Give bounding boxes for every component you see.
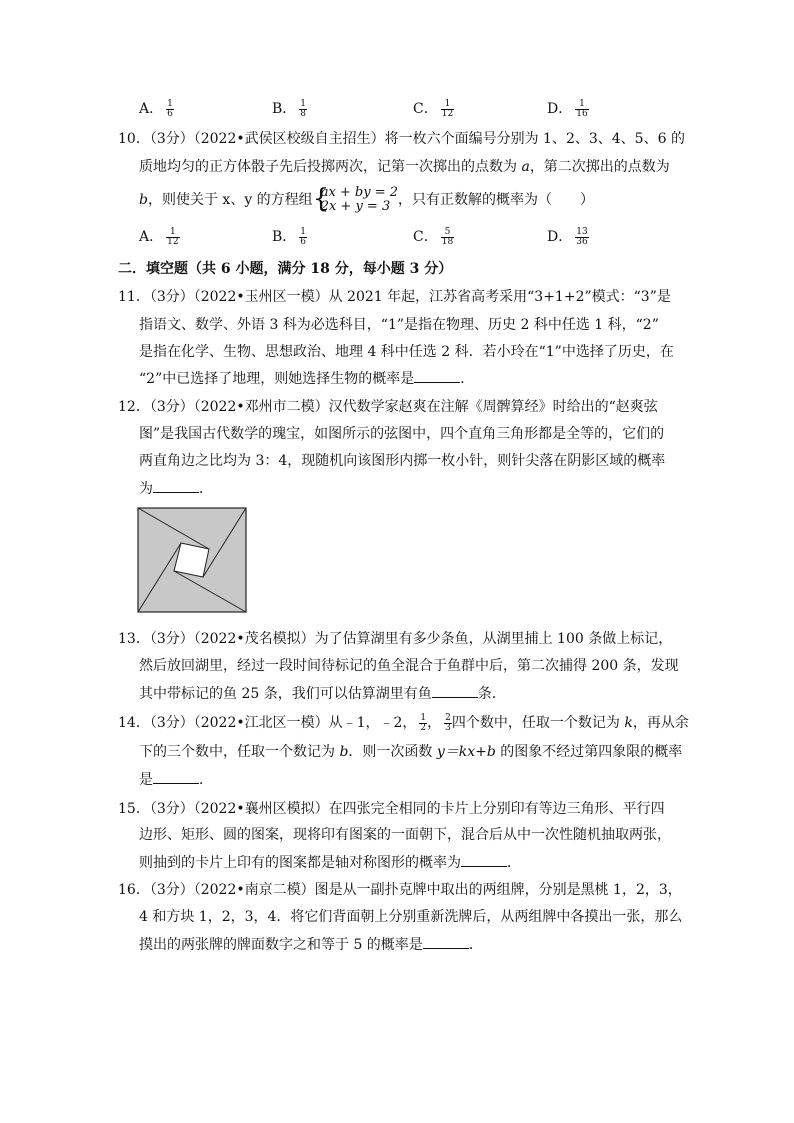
q11-line-2: 指语文、数学、外语 3 科为必选科目，“1”是指在物理、历史 2 科中任选 1 科，“2” xyxy=(139,317,659,333)
q12-answer-blank[interactable] xyxy=(153,478,199,493)
q9-option-a-fraction: $\frac{1}{6}$ xyxy=(167,98,173,119)
q11-answer-blank[interactable] xyxy=(414,368,460,383)
q16-answer-blank[interactable] xyxy=(423,934,469,949)
q14-line-1: 14．（3分）（2022•江北区一模）从﹣1，﹣2， $\frac{1}{2}$ ， $\frac{2}{3}$ 四个数中，任取一个数记为 k，再从余 xyxy=(118,712,689,733)
q13-answer-blank[interactable] xyxy=(432,683,478,698)
q10-line-2: 质地均匀的正方体骰子先后投掷两次，记第一次掷出的点数为 a，第二次掷出的点数为 xyxy=(139,159,670,175)
q10-option-c: C． $\frac{5}{18}$ xyxy=(413,226,454,247)
zhao-shuang-diagram xyxy=(137,507,248,614)
q11-line-1: 11．（3分）（2022•玉州区一模）从 2021 年起，江苏省高考采用“3+1+2”模式：“3”是 xyxy=(118,289,671,305)
q13-line-2: 然后放回湖里，经过一段时间待标记的鱼全混合于鱼群中后，第二次捕得 200 条，发现 xyxy=(139,658,679,674)
q10-equation-system: { ax + by = 2 2x + y = 3 xyxy=(312,184,399,214)
q9-option-b: B． $\frac{1}{8}$ xyxy=(272,98,307,119)
q13-line-3: 其中带标记的鱼 25 条，我们可以估算湖里有鱼 条． xyxy=(139,683,506,704)
q15-line-3: 则抽到的卡片上印有的图案都是轴对称图形的概率为 ． xyxy=(139,852,521,873)
q12-line-3: 两直角边之比均为 3：4，现随机向该图形内掷一枚小针，则针尖落在阴影区域的概率 xyxy=(139,453,666,469)
q14-line-2: 下的三个数中，任取一个数记为 b．则一次函数 y＝kx+b 的图象不经过第四象限的概率 xyxy=(139,744,683,760)
q12-line-1: 12．（3分）（2022•邓州市二模）汉代数学家赵爽在注解《周髀算经》时给出的“赵爽弦 xyxy=(118,399,658,415)
q16-line-2: 4 和方块 1，2，3，4．将它们背面朝上分别重新洗牌后，从两组牌中各摸出一张，那么 xyxy=(139,909,683,925)
q9-option-d-fraction: $\frac{1}{16}$ xyxy=(576,98,588,119)
q11-line-4: “2”中已选择了地理，则她选择生物的概率是 ． xyxy=(139,368,474,389)
q9-option-b-fraction: $\frac{1}{8}$ xyxy=(300,98,307,119)
q9-option-c: C． $\frac{1}{12}$ xyxy=(413,98,454,119)
q14-line-3: 是 ． xyxy=(139,769,213,790)
q9-option-d: D． $\frac{1}{16}$ xyxy=(547,98,588,119)
q10-option-a: A． $\frac{1}{12}$ xyxy=(139,226,179,247)
q16-line-1: 16．（3分）（2022•南京二模）图是从一副扑克牌中取出的两组牌，分别是黑桃 1，2，3， xyxy=(118,882,682,898)
q10-line-3: b，则使关于 x、y 的方程组 { ax + by = 2 2x + y = 3 ，只有正数解的概率为（ ） xyxy=(139,184,595,214)
q10-line-1: 10．（3分）（2022•武侯区校级自主招生）将一枚六个面编号分别为 1、2、3、4、5、6 的 xyxy=(118,131,685,147)
q16-line-3: 摸出的两张牌的牌面数字之和等于 5 的概率是 ． xyxy=(139,934,483,955)
q15-line-2: 边形、矩形、圆的图案，现将印有图案的一面朝下，混合后从中一次性随机抽取两张， xyxy=(139,827,671,843)
q9-option-c-fraction: $\frac{1}{12}$ xyxy=(441,98,454,119)
q15-line-1: 15．（3分）（2022•襄州区模拟）在四张完全相同的卡片上分别印有等边三角形、平行四 xyxy=(118,801,665,817)
q12-line-4: 为 ． xyxy=(139,478,213,499)
q10-option-d: D． $\frac{13}{36}$ xyxy=(547,226,588,247)
q13-line-1: 13．（3分）（2022•茂名模拟）为了估算湖里有多少条鱼，从湖里捕上 100 条做上标记， xyxy=(118,631,673,647)
q10-option-b: B． $\frac{1}{6}$ xyxy=(272,226,307,247)
inner-white-square xyxy=(174,543,209,577)
q14-answer-blank[interactable] xyxy=(153,769,199,784)
q12-line-2: 图”是我国古代数学的瑰宝，如图所示的弦图中，四个直角三角形都是全等的，它们的 xyxy=(139,426,665,442)
q9-option-a: A． $\frac{1}{6}$ xyxy=(139,98,173,119)
q11-line-3: 是指在化学、生物、思想政治、地理 4 科中任选 2 科．若小玲在“1”中选择了历史，在 xyxy=(139,344,674,360)
section-heading-fill-in: 二．填空题（共 6 小题，满分 18 分，每小题 3 分） xyxy=(118,261,453,277)
q15-answer-blank[interactable] xyxy=(461,852,507,867)
